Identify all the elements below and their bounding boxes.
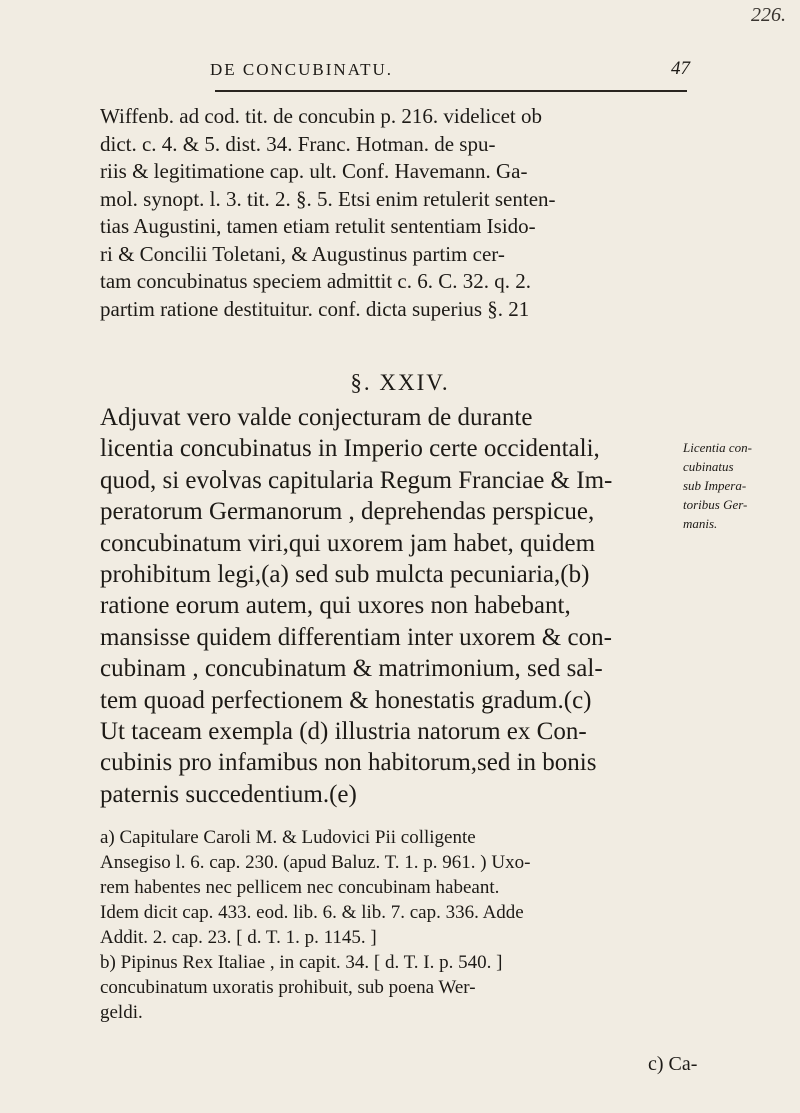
margin-note-line: sub Impera- <box>683 478 747 493</box>
section-heading: §. XXIV. <box>350 370 450 395</box>
text-line: licentia concubinatus in Imperio certe occidentali, <box>100 435 600 463</box>
text-line: mol. synopt. l. 3. tit. 2. §. 5. Etsi enim retulerit senten- <box>100 186 556 211</box>
body-text-top <box>100 103 720 323</box>
margin-note-line: manis. <box>683 516 718 531</box>
text-line: Adjuvat vero valde conjecturam de durante <box>100 404 533 431</box>
text-line: tam concubinatus speciem admittit c. 6. C. 32. q. 2. <box>100 269 532 293</box>
text-line: ratione eorum autem, qui uxores non habebant, <box>100 592 571 620</box>
text-line: partim ratione destituitur. conf. dicta superius §. 21 <box>100 296 530 321</box>
footnote-line: geldi. <box>100 1002 143 1023</box>
body-text-main <box>100 402 700 810</box>
margin-note-line: Licentia con- <box>683 440 752 455</box>
header-rule <box>215 90 687 92</box>
page-number: 47 <box>671 58 690 79</box>
text-line: paternis succedentium.(e) <box>100 780 357 808</box>
text-line: concubinatum viri,qui uxorem jam habet, quidem <box>100 529 596 557</box>
footnote-line: Idem dicit cap. 433. eod. lib. 6. & lib. 7. cap. 336. Adde <box>100 902 524 923</box>
footnote-line: rem habentes nec pellicem nec concubinam habeant. <box>100 877 500 898</box>
running-head <box>210 58 690 88</box>
footnote-line: concubinatum uxoratis prohibuit, sub poena Wer- <box>100 977 476 998</box>
catchword: c) Ca- <box>648 1053 698 1075</box>
margin-note <box>683 438 793 533</box>
footnote-line: a) Capitulare Caroli M. & Ludovici Pii colligente <box>100 827 476 848</box>
text-line: tias Augustini, tamen etiam retulit sententiam Isido- <box>100 214 536 238</box>
text-line: riis & legitimatione cap. ult. Conf. Havemann. Ga- <box>100 159 528 183</box>
margin-note-line: toribus Ger- <box>683 497 748 512</box>
footnote-line: Ansegiso l. 6. cap. 230. (apud Baluz. T. 1. p. 961. ) Uxo- <box>100 852 531 873</box>
text-line: quod, si evolvas capitularia Regum Franciae & Im- <box>100 466 613 494</box>
text-line: mansisse quidem differentiam inter uxorem & con- <box>100 623 612 651</box>
text-line: ri & Concilii Toletani, & Augustinus partim cer- <box>100 241 505 266</box>
margin-note-line: cubinatus <box>683 459 734 474</box>
footnote-line: b) Pipinus Rex Italiae , in capit. 34. [ d. T. I. p. 540. ] <box>100 952 503 973</box>
footnote-line: Addit. 2. cap. 23. [ d. T. 1. p. 1145. ] <box>100 927 377 948</box>
text-line: Wiffenb. ad cod. tit. de concubin p. 216. videlicet ob <box>100 104 542 128</box>
footnotes <box>100 825 720 1025</box>
text-line: Ut taceam exempla (d) illustria natorum ex Con- <box>100 718 587 746</box>
text-line: tem quoad perfectionem & honestatis gradum.(c) <box>100 686 592 714</box>
text-line: prohibitum legi,(a) sed sub mulcta pecuniaria,(b) <box>100 561 590 589</box>
text-line: dict. c. 4. & 5. dist. 34. Franc. Hotman. de spu- <box>100 131 496 156</box>
text-line: peratorum Germanorum , deprehendas perspicue, <box>100 498 595 526</box>
page-corner-mark: 226. <box>751 4 786 26</box>
text-line: cubinam , concubinatum & matrimonium, sed sal- <box>100 655 603 683</box>
running-head-title: DE CONCUBINATU. <box>210 60 393 79</box>
text-line: cubinis pro infamibus non habitorum,sed in bonis <box>100 749 597 777</box>
